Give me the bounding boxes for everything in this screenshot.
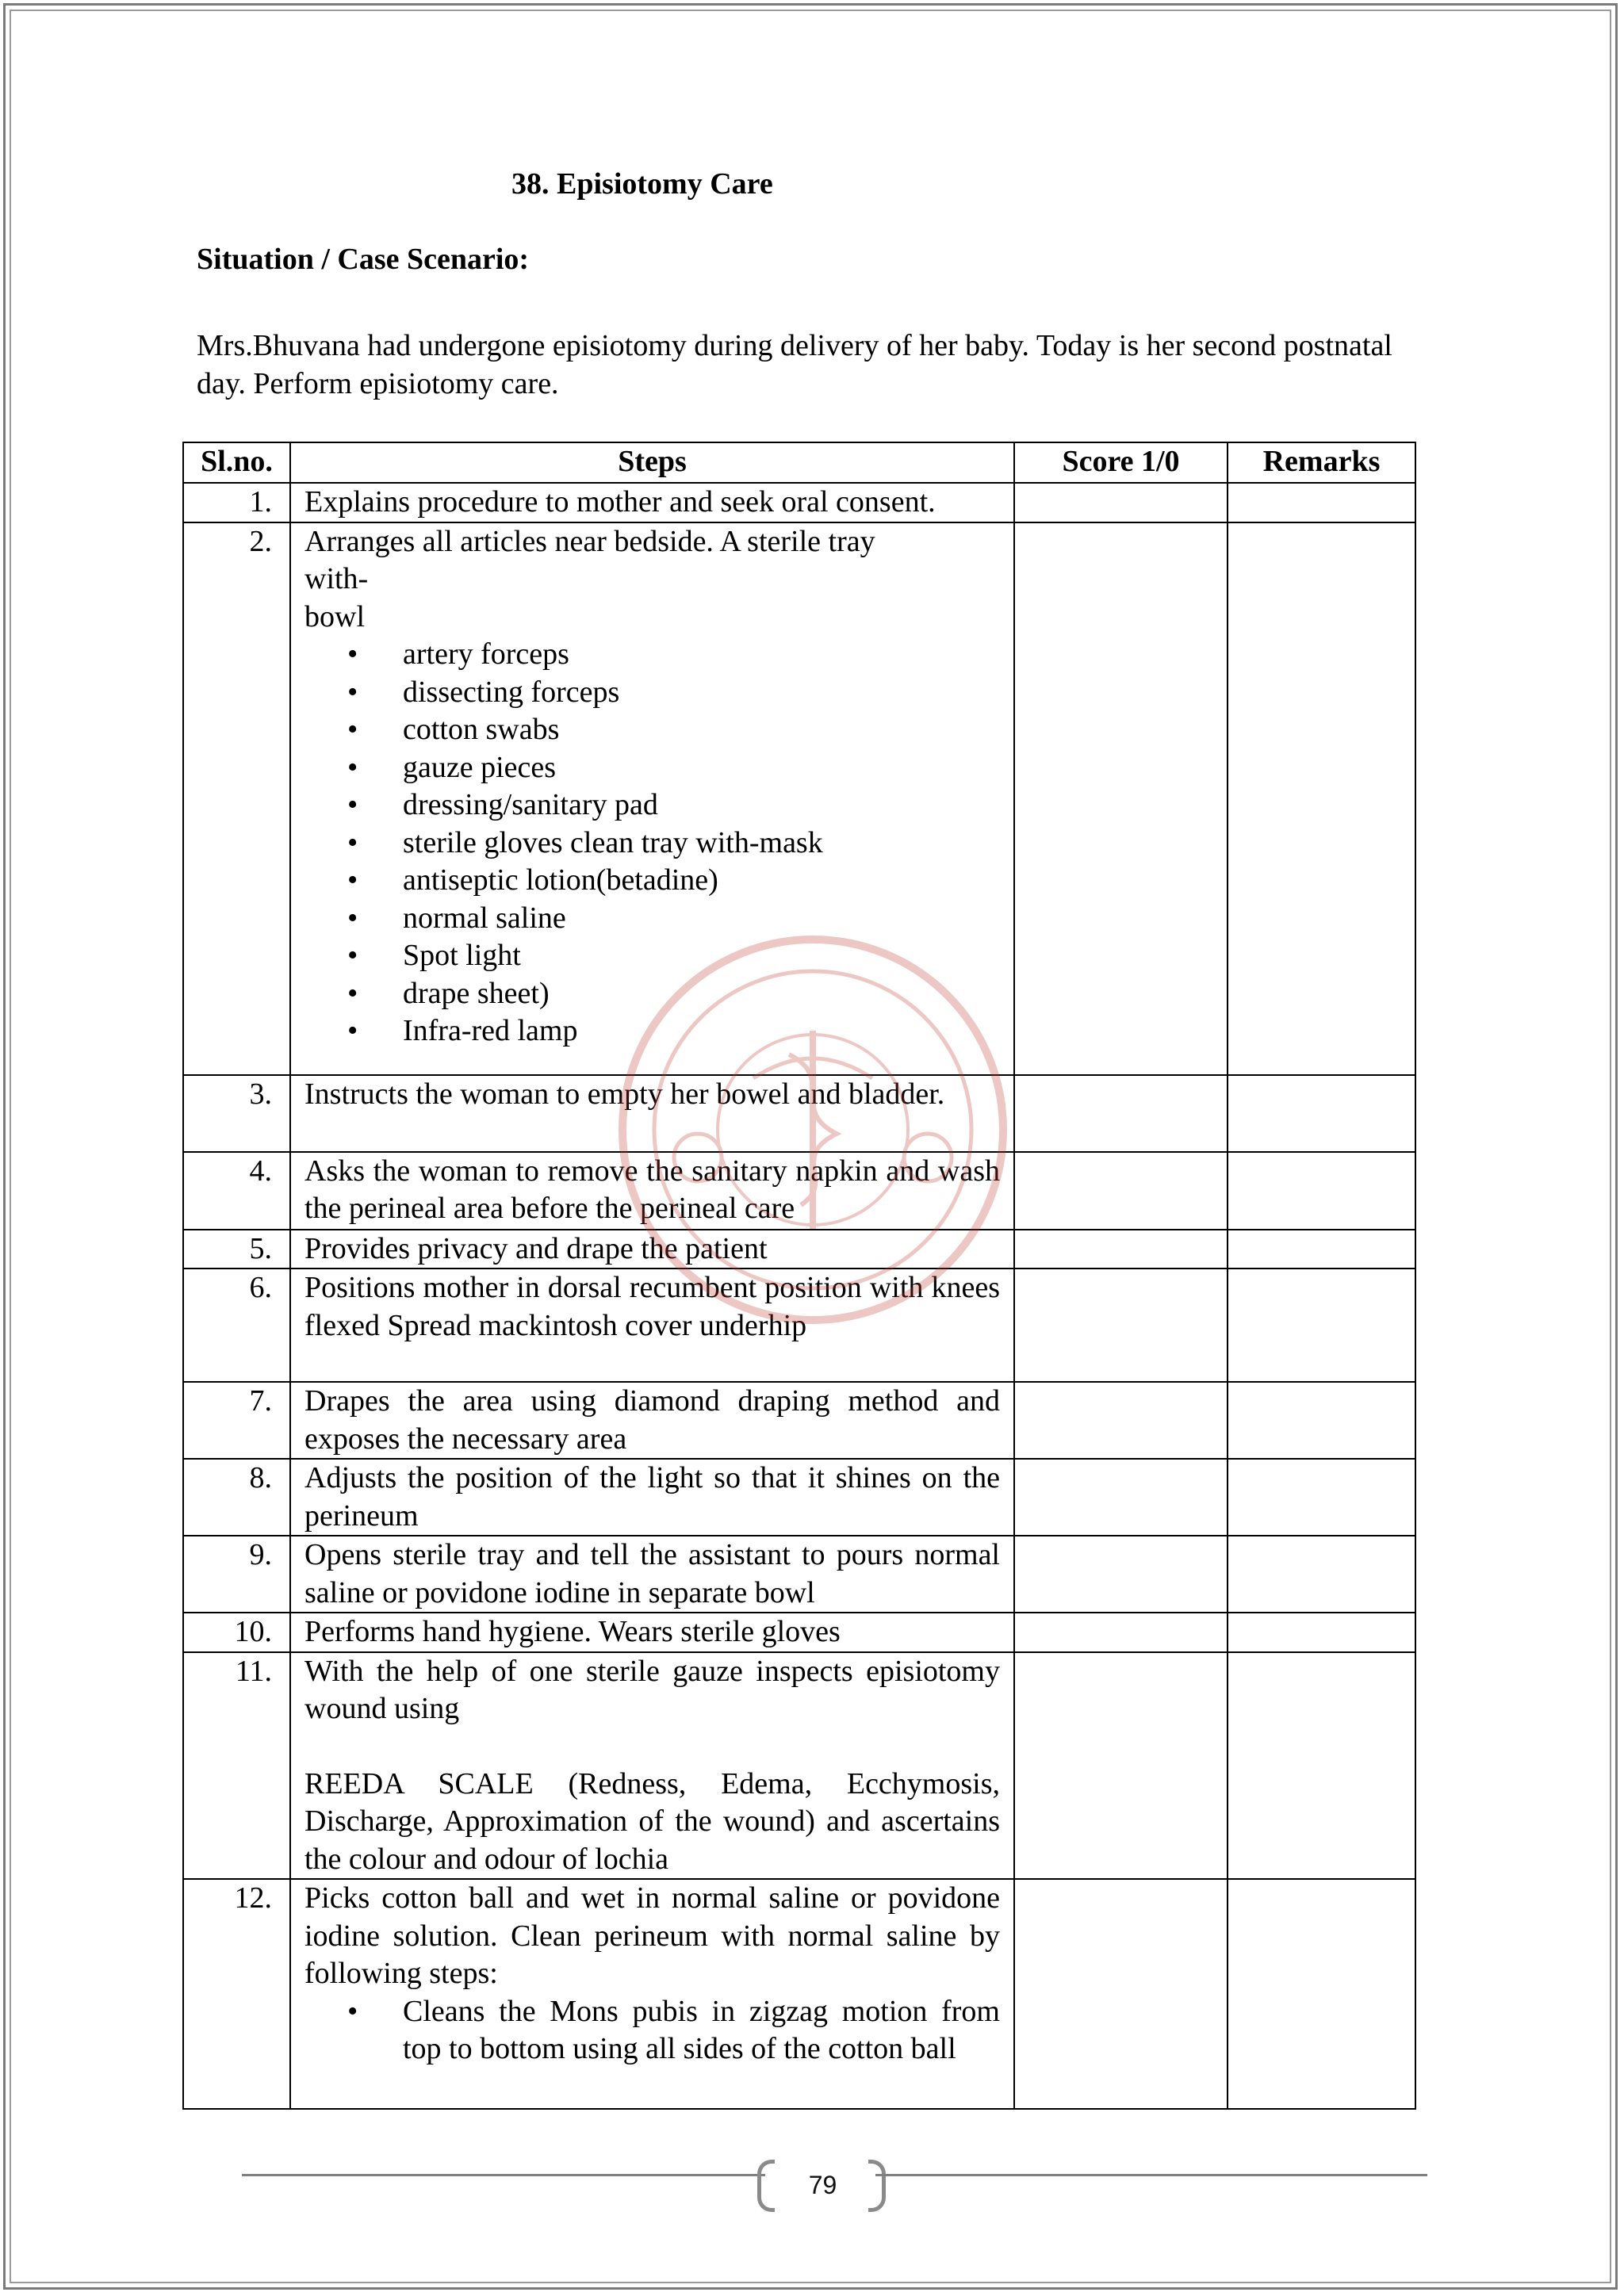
row-step-text: Adjusts the position of the light so that it shines on the perineum xyxy=(290,1459,1014,1536)
bullet-icon: • xyxy=(347,976,358,1010)
bullet-icon: • xyxy=(347,713,358,746)
bullet-icon: • xyxy=(347,939,358,972)
score-cell[interactable] xyxy=(1014,1613,1228,1652)
paragraph-spacer xyxy=(304,1728,1000,1766)
row-step-text: Picks cotton ball and wet in normal saline or povidone iodine solution. Clean perineum with normal saline by following steps: xyxy=(304,1881,1000,1990)
header-score: Score 1/0 xyxy=(1014,442,1228,483)
row-number: 6. xyxy=(183,1269,290,1382)
score-cell[interactable] xyxy=(1014,1652,1228,1880)
table-row xyxy=(183,1382,1415,1459)
row-number: 5. xyxy=(183,1230,290,1269)
remarks-cell[interactable] xyxy=(1228,1459,1415,1536)
row-number: 2. xyxy=(183,522,290,1075)
bullet-icon: • xyxy=(347,637,358,671)
section-heading: Situation / Case Scenario: xyxy=(197,243,530,276)
page-number-bracket-left xyxy=(757,2160,775,2212)
footer-divider-left xyxy=(242,2174,765,2176)
score-cell[interactable] xyxy=(1014,1382,1228,1459)
list-item: • Infra-red lamp xyxy=(403,1012,1000,1050)
remarks-cell[interactable] xyxy=(1228,1652,1415,1880)
header-steps: Steps xyxy=(290,442,1014,483)
remarks-cell[interactable] xyxy=(1228,1536,1415,1613)
row-step-text: Drapes the area using diamond draping method and exposes the necessary area xyxy=(290,1382,1014,1459)
row-step-text: with- xyxy=(304,562,369,595)
table-row xyxy=(183,1459,1415,1536)
remarks-cell[interactable] xyxy=(1228,1879,1415,2109)
table-row xyxy=(183,1613,1415,1652)
row-step-text: Instructs the woman to empty her bowel and bladder. xyxy=(290,1075,1014,1152)
row-number: 9. xyxy=(183,1536,290,1613)
score-cell[interactable] xyxy=(1014,1536,1228,1613)
remarks-cell[interactable] xyxy=(1228,522,1415,1075)
bullet-icon: • xyxy=(347,901,358,935)
row-step-text: Provides privacy and drape the patient xyxy=(290,1230,1014,1269)
score-cell[interactable] xyxy=(1014,1075,1228,1152)
case-scenario-text: Mrs.Bhuvana had undergone episiotomy during delivery of her baby. Today is her second postnatal day. Perform episiotomy care. xyxy=(197,329,1392,400)
table-row xyxy=(183,522,1415,1075)
list-item: • dissecting forceps xyxy=(403,674,1000,712)
remarks-cell[interactable] xyxy=(1228,1613,1415,1652)
score-cell[interactable] xyxy=(1014,1879,1228,2109)
remarks-cell[interactable] xyxy=(1228,1152,1415,1230)
list-item: • sterile gloves clean tray with-mask xyxy=(403,825,1000,863)
score-cell[interactable] xyxy=(1014,1152,1228,1230)
page-number: 79 xyxy=(808,2171,837,2199)
list-item: • normal saline xyxy=(403,900,1000,938)
table-row xyxy=(183,1230,1415,1269)
row-step-text: REEDA SCALE (Redness, Edema, Ecchymosis, Discharge, Approximation of the wound) and ascertains the colour and odour of lochia xyxy=(304,1766,1000,1876)
bullet-icon: • xyxy=(347,675,358,709)
page-title: 38. Episiotomy Care xyxy=(511,167,773,201)
row-number: 11. xyxy=(183,1652,290,1880)
remarks-cell[interactable] xyxy=(1228,483,1415,522)
score-cell[interactable] xyxy=(1014,483,1228,522)
row-step-text: With the help of one sterile gauze inspects episiotomy wound using xyxy=(304,1654,1000,1725)
table-row xyxy=(183,1152,1415,1230)
list-item: • gauze pieces xyxy=(403,749,1000,787)
list-item: • Cleans the Mons pubis in zigzag motion from top to bottom using all sides of the cotton ball xyxy=(347,1994,1000,2065)
score-cell[interactable] xyxy=(1014,1230,1228,1269)
row-number: 3. xyxy=(183,1075,290,1152)
score-cell[interactable] xyxy=(1014,522,1228,1075)
row-step-text: Opens sterile tray and tell the assistant to pours normal saline or povidone iodine in separate bowl xyxy=(290,1536,1014,1613)
header-slno: Sl.no. xyxy=(183,442,290,483)
row-number: 1. xyxy=(183,483,290,522)
table-row xyxy=(183,1536,1415,1613)
bullet-icon: • xyxy=(347,1994,358,2028)
row-number: 12. xyxy=(183,1879,290,2109)
row-step-cell xyxy=(290,522,1014,1075)
row-step-cell xyxy=(290,1652,1014,1880)
score-cell[interactable] xyxy=(1014,1269,1228,1382)
table-header-row xyxy=(183,442,1415,483)
row-number: 8. xyxy=(183,1459,290,1536)
bullet-icon: • xyxy=(347,825,358,859)
row-number: 4. xyxy=(183,1152,290,1230)
table-row xyxy=(183,1269,1415,1382)
header-remarks: Remarks xyxy=(1228,442,1415,483)
list-item: • dressing/sanitary pad xyxy=(403,786,1000,825)
bullet-icon: • xyxy=(347,788,358,821)
table-row xyxy=(183,1879,1415,2109)
remarks-cell[interactable] xyxy=(1228,1382,1415,1459)
row-step-text: Positions mother in dorsal recumbent position with knees flexed Spread mackintosh cover underhip xyxy=(290,1269,1014,1382)
bullet-icon: • xyxy=(347,750,358,784)
articles-list xyxy=(304,636,1000,1050)
cleaning-steps-list xyxy=(304,1993,1000,2068)
row-step-cell xyxy=(290,1879,1014,2109)
list-item: • cotton swabs xyxy=(403,711,1000,749)
score-cell[interactable] xyxy=(1014,1459,1228,1536)
list-item: • artery forceps xyxy=(403,636,1000,674)
remarks-cell[interactable] xyxy=(1228,1075,1415,1152)
row-step-text: bowl xyxy=(304,599,365,633)
table-row xyxy=(183,1075,1415,1152)
footer-divider-right xyxy=(875,2174,1427,2176)
bullet-icon: • xyxy=(347,1014,358,1047)
page-number-bracket-right xyxy=(868,2160,886,2212)
row-step-text: Asks the woman to remove the sanitary napkin and wash the perineal area before the perineal care xyxy=(290,1152,1014,1230)
bullet-icon: • xyxy=(347,863,358,897)
list-item: • Spot light xyxy=(403,937,1000,975)
row-step-text: Performs hand hygiene. Wears sterile gloves xyxy=(290,1613,1014,1652)
row-number: 10. xyxy=(183,1613,290,1652)
list-item: • drape sheet) xyxy=(403,975,1000,1013)
row-step-text: Arranges all articles near bedside. A sterile tray xyxy=(304,524,875,558)
list-item: • antiseptic lotion(betadine) xyxy=(403,862,1000,900)
row-number: 7. xyxy=(183,1382,290,1459)
table-row xyxy=(183,1652,1415,1880)
row-step-text: Explains procedure to mother and seek oral consent. xyxy=(290,483,1014,522)
table-row xyxy=(183,483,1415,522)
remarks-cell[interactable] xyxy=(1228,1269,1415,1382)
remarks-cell[interactable] xyxy=(1228,1230,1415,1269)
checklist-table xyxy=(182,442,1416,2110)
